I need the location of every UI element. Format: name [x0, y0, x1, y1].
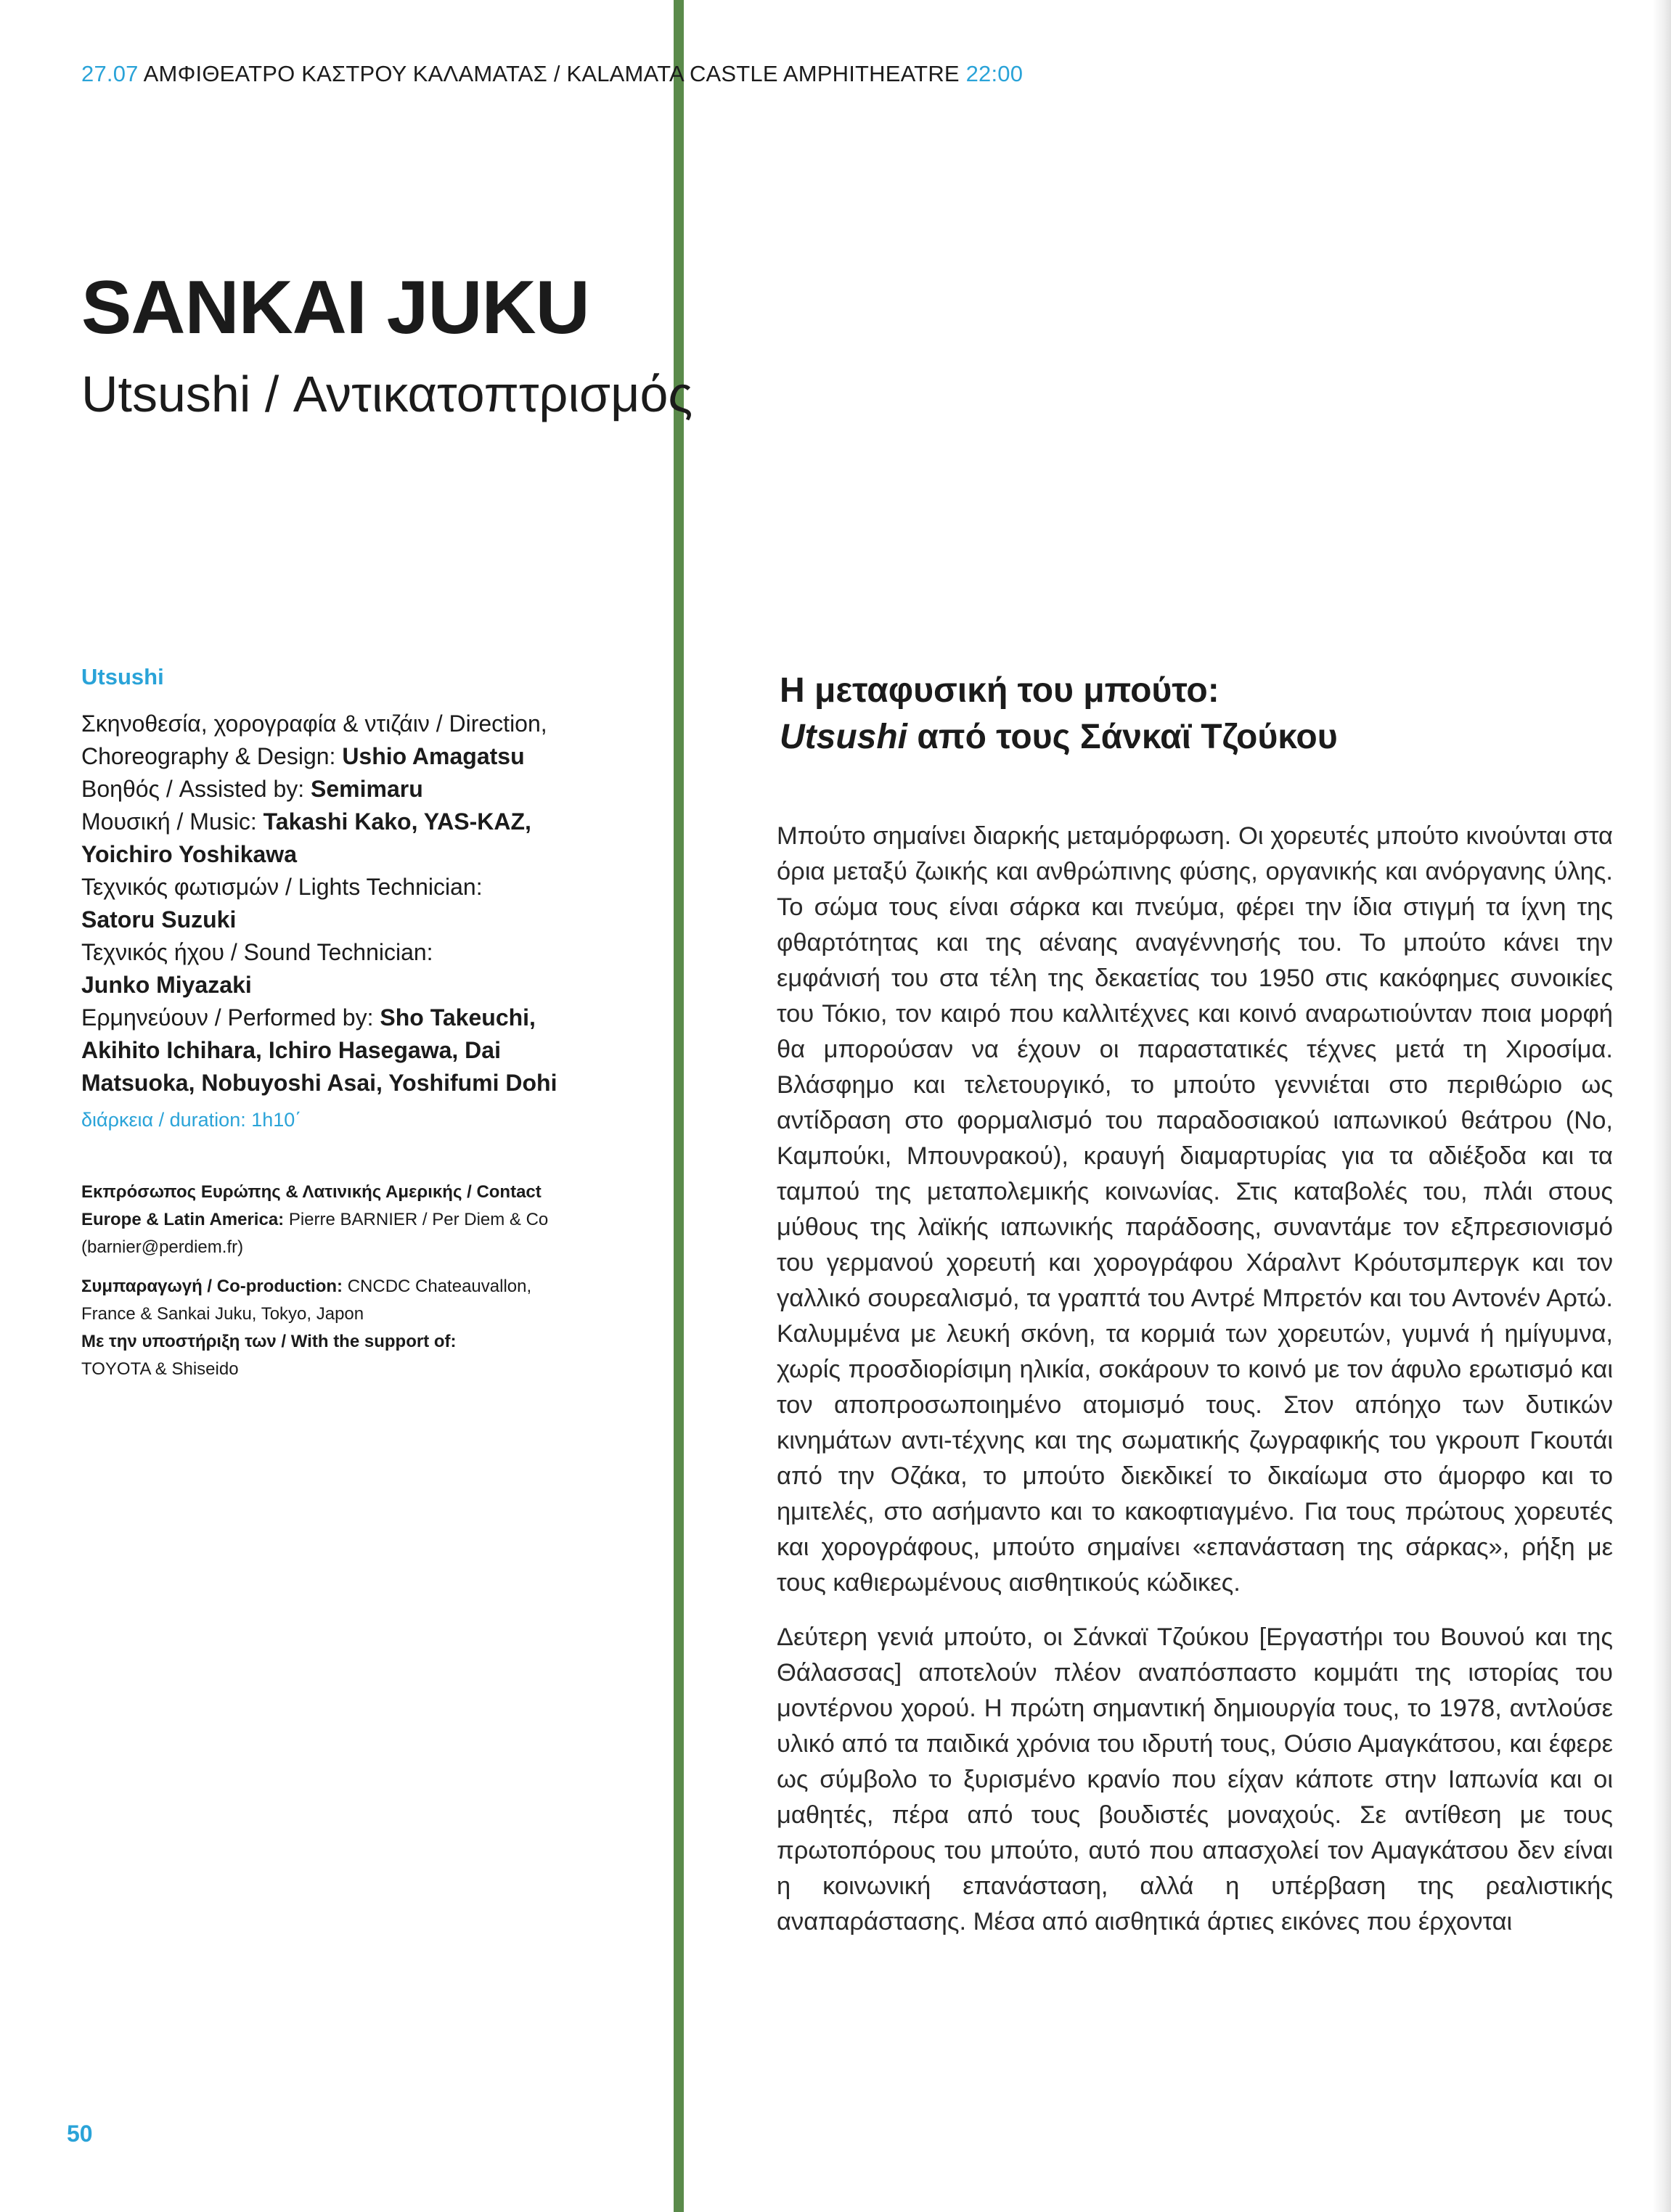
- credit-lights-label: Τεχνικός φωτισμών / Lights Technician:: [81, 874, 483, 900]
- article-title-italic: Utsushi: [780, 718, 908, 756]
- credit-duration: διάρκεια / duration: 1h10΄: [81, 1109, 302, 1131]
- support-label: Με την υποστήριξη των / With the support of:: [81, 1332, 457, 1351]
- article-paragraph-2: Δεύτερη γενιά μπούτο, οι Σάνκαϊ Τζούκου [Εργαστήρι του Βουνού και της Θάλασσας] αποτελούν πλέον αναπόσπαστο κομμάτι της ιστορίας του μοντέρνου χορού. Η πρώτη σημαντική δημιουργία τους, το 1978, αντλούσε υλικό από τα παιδικά χρόνια του ιδρυτή τους, Ούσιο Αμαγκάτσου, και έφερε ως σύμβολο το ξυρισμένο κρανίο που είχαν κάποτε στην Ιαπωνία και οι μαθητές, πέρα από τους βουδιστές μοναχούς. Σε αντίθεση με τους πρωτοπόρους του μπούτο, αυτό που απασχολεί τον Αμαγκάτσου δεν είναι η κοινωνική επανάσταση, αλλά η υπέρβαση της ρεαλιστικής αναπαράστασης. Μέσα από αισθητικά άρτιες εικόνες που έρχονται: [777, 1623, 1613, 1936]
- contact-europe-label: Εκπρόσωπος Ευρώπης & Λατινικής Αμερικής / Contact Europe & Latin America:: [81, 1182, 542, 1229]
- support-value: TOYOTA & Shiseido: [81, 1359, 239, 1379]
- header-time: 22:00: [965, 61, 1024, 86]
- credits-block: [81, 660, 589, 1136]
- vertical-green-rule: [674, 0, 684, 2212]
- credit-music-name: Takashi Kako, YAS-KAZ, Yoichiro Yoshikawa: [81, 808, 531, 867]
- credit-direction-label: Σκηνοθεσία, χορογραφία & ντιζάιν / Direction, Choreography & Design:: [81, 710, 547, 769]
- credit-music-label: Μουσική / Music:: [81, 808, 263, 835]
- article-title: [780, 668, 1338, 761]
- coproduction-value: CNCDC Chateauvallon, France & Sankai Juku, Tokyo, Japon: [81, 1277, 532, 1324]
- page-title: SANKAI JUKU: [81, 266, 589, 350]
- page-header: [81, 61, 1023, 87]
- contact-europe: [81, 1179, 589, 1261]
- article-title-line2: [780, 714, 1338, 761]
- credit-direction: [81, 708, 589, 773]
- credit-performers-names: Sho Takeuchi, Akihito Ichihara, Ichiro Hasegawa, Dai Matsuoka, Nobuyoshi Asai, Yoshifumi Dohi: [81, 1004, 557, 1096]
- page-subtitle: Utsushi / Αντικατοπτρισμός: [81, 366, 693, 422]
- credits-section-title: Utsushi: [81, 664, 164, 689]
- article-body: [777, 819, 1613, 1959]
- credit-sound: [81, 936, 589, 1001]
- credit-music: [81, 806, 589, 871]
- article-paragraph-1: Μπούτο σημαίνει διαρκής μεταμόρφωση. Οι χορευτές μπούτο κινούνται στα όρια μεταξύ ζωικής και ανθρώπινης φύσης, οργανικής και ανόργανης ύλης. Το σώμα τους είναι σάρκα και πνεύμα, φέρει την ίδια στιγμή τα ίχνη της φθαρτότητας και της αέναης αναγέννησής του. Το μπούτο κάνει την εμφάνισή του στα τέλη της δεκαετίας του 1950 στις κακόφημες συνοικίες του Τόκιο, τον καιρό που καλλιτέχνες και κοινό αναρωτιούνταν ποια μορφή θα μπορούσαν να έχουν οι παραστατικές τέχνες μετά τη Χιροσίμα. Βλάσφημο και τελετουργικό, το μπούτο γεννιέται στο περιθώριο ως αντίδραση στο φορμαλισμό του παραδοσιακού ιαπωνικού θεάτρου (Νο, Καμπούκι, Μπουνρακού), κραυγή διαμαρτυρίας για τα αδιέξοδα και τα ταμπού της μεταπολεμικής κοινωνίας. Στις καταβολές του, πλάι στους μύθους της λαϊκής ιαπωνικής παράδοσης, συναντάμε τον εξπρεσιονισμό του γερμανού χορευτή και χορογράφου Χάραλντ Κρόυτσμπεργκ και τον γαλλικό σουρεαλισμό, τα γραπτά του Αντρέ Μπρετόν και του Αντονέν Αρτώ. Καλυμμένα με λευκή σκόνη, τα κορμιά των χορευτών, γυμνά ή ημίγυμνα, χωρίς προσδιορίσιμη ηλικία, σοκάρουν το κοινό με τον άφυλο ερωτισμό και τον αποπροσωποιημένο ατομισμό τους. Στον απόηχο των δυτικών κινημάτων αντι-τέχνης και της σωματικής ζωγραφικής του γκρουπ Γκουτάι από την Οζάκα, το μπούτο διεκδικεί το δικαίωμα στο άμορφο και το ημιτελές, στο ασήμαντο και το κακοφτιαγμένο. Για τους πρώτους χορευτές και χορογράφους, μπούτο σημαίνει «επανάσταση της σάρκας», ρήξη με τους καθιερωμένους αισθητικούς κώδικες.: [777, 822, 1613, 1597]
- page-number: 50: [67, 2121, 93, 2147]
- contacts-block: [81, 1179, 589, 1395]
- credit-assisted-name: Semimaru: [311, 776, 423, 802]
- credit-direction-name: Ushio Amagatsu: [342, 743, 525, 769]
- contact-europe-value: Pierre BARNIER / Per Diem & Co (barnier@perdiem.fr): [81, 1210, 549, 1257]
- page-edge-shadow: [1652, 0, 1671, 2212]
- header-date: 27.07: [81, 61, 139, 86]
- credit-assisted-label: Βοηθός / Assisted by:: [81, 776, 311, 802]
- header-venue: ΑΜΦΙΘΕΑΤΡΟ ΚΑΣΤΡΟΥ ΚΑΛΑΜΑΤΑΣ / KALAMATA CASTLE AMPHITHEATRE: [138, 61, 966, 86]
- credit-performers-label: Ερμηνεύουν / Performed by:: [81, 1004, 380, 1031]
- credit-sound-name: Junko Miyazaki: [81, 972, 252, 998]
- credit-sound-label: Τεχνικός ήχου / Sound Technician:: [81, 939, 433, 965]
- coproduction-label: Συμπαραγωγή / Co-production:: [81, 1277, 348, 1296]
- coproduction: [81, 1273, 589, 1383]
- credit-lights: [81, 871, 589, 936]
- article-title-line1: Η μεταφυσική του μπούτο:: [780, 671, 1219, 710]
- article-title-line2-rest: από τους Σάνκαϊ Τζούκου: [907, 718, 1338, 756]
- credit-assisted: [81, 773, 589, 806]
- credit-performers: [81, 1001, 589, 1099]
- credit-lights-name: Satoru Suzuki: [81, 906, 237, 933]
